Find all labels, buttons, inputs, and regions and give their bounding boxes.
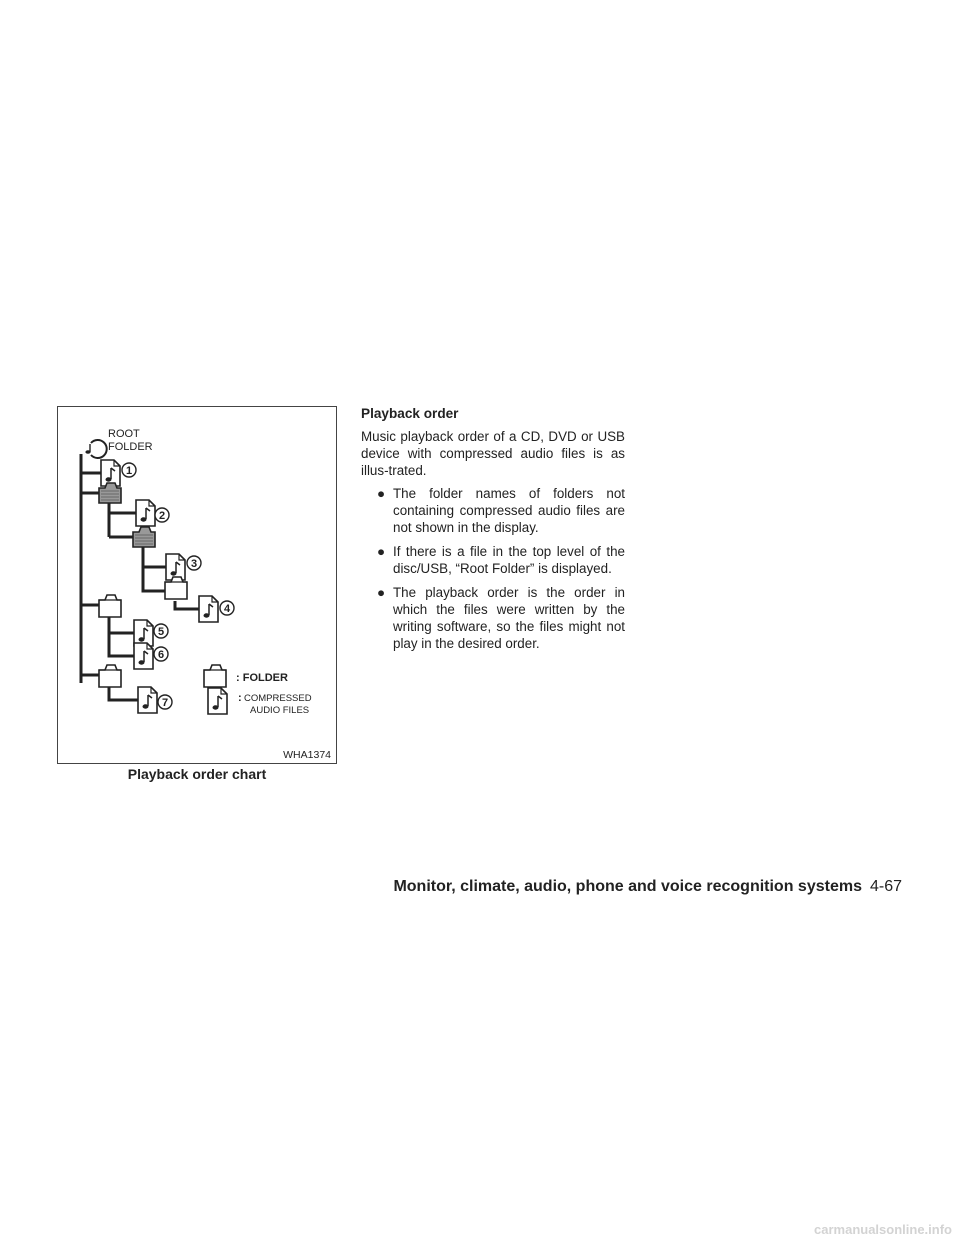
list-item [361,584,625,652]
bullet-icon: ● [377,544,386,559]
track-number: 4 [223,603,231,615]
list-item [361,485,625,536]
watermark: carmanualsonline.info [814,1222,952,1237]
root-label-line2: FOLDER [108,441,153,453]
list-item [361,543,625,577]
section-heading: Playback order [361,406,459,421]
legend-audio-label-line2: AUDIO FILES [250,705,310,716]
audio-file-icon [166,554,185,580]
page-footer [393,878,902,896]
bullet-text: The folder names of folders not containing compressed audio files are not shown in the display. [393,486,625,535]
bullet-icon: ● [377,585,386,600]
legend-colon: : [238,692,242,704]
folder-icon [133,527,155,547]
audio-file-icon [134,643,153,669]
legend-audio-label-line1: COMPRESSED [244,693,312,704]
track-number: 6 [157,649,165,661]
figure-code: WHA1374 [283,749,331,761]
audio-file-icon [136,500,155,526]
bullet-text: The playback order is the order in which the files were written by the writing software, so the files might not play in the desired order. [393,585,625,651]
folder-icon [99,665,121,687]
track-number: 1 [125,465,133,477]
audio-file-icon [199,596,218,622]
legend-folder-label: : FOLDER [236,672,288,684]
legend-folder-icon [204,665,226,687]
track-number: 3 [190,558,198,570]
page-number: 4-67 [869,878,902,895]
bullet-text: If there is a file in the top level of the disc/USB, “Root Folder” is displayed. [393,544,625,576]
audio-file-icon [138,687,157,713]
track-number: 2 [158,510,166,522]
bullet-icon: ● [377,486,386,501]
audio-file-icon [101,460,120,486]
playback-order-figure [57,406,337,764]
audio-file-icon [134,620,153,646]
root-label-line1: ROOT [108,428,140,440]
bullet-list [361,485,625,652]
figure-caption: Playback order chart [127,766,267,782]
playback-order-section [361,405,625,659]
folder-icon [99,595,121,617]
track-number: 7 [161,697,169,709]
footer-title: Monitor, climate, audio, phone and voice recognition systems [393,878,862,895]
folder-tree-diagram [58,407,338,765]
disc-icon [85,440,106,458]
section-intro: Music playback order of a CD, DVD or USB device with compressed audio files is as illus-trated. [361,429,625,478]
track-number: 5 [157,626,165,638]
legend-audio-file-icon [208,688,227,714]
